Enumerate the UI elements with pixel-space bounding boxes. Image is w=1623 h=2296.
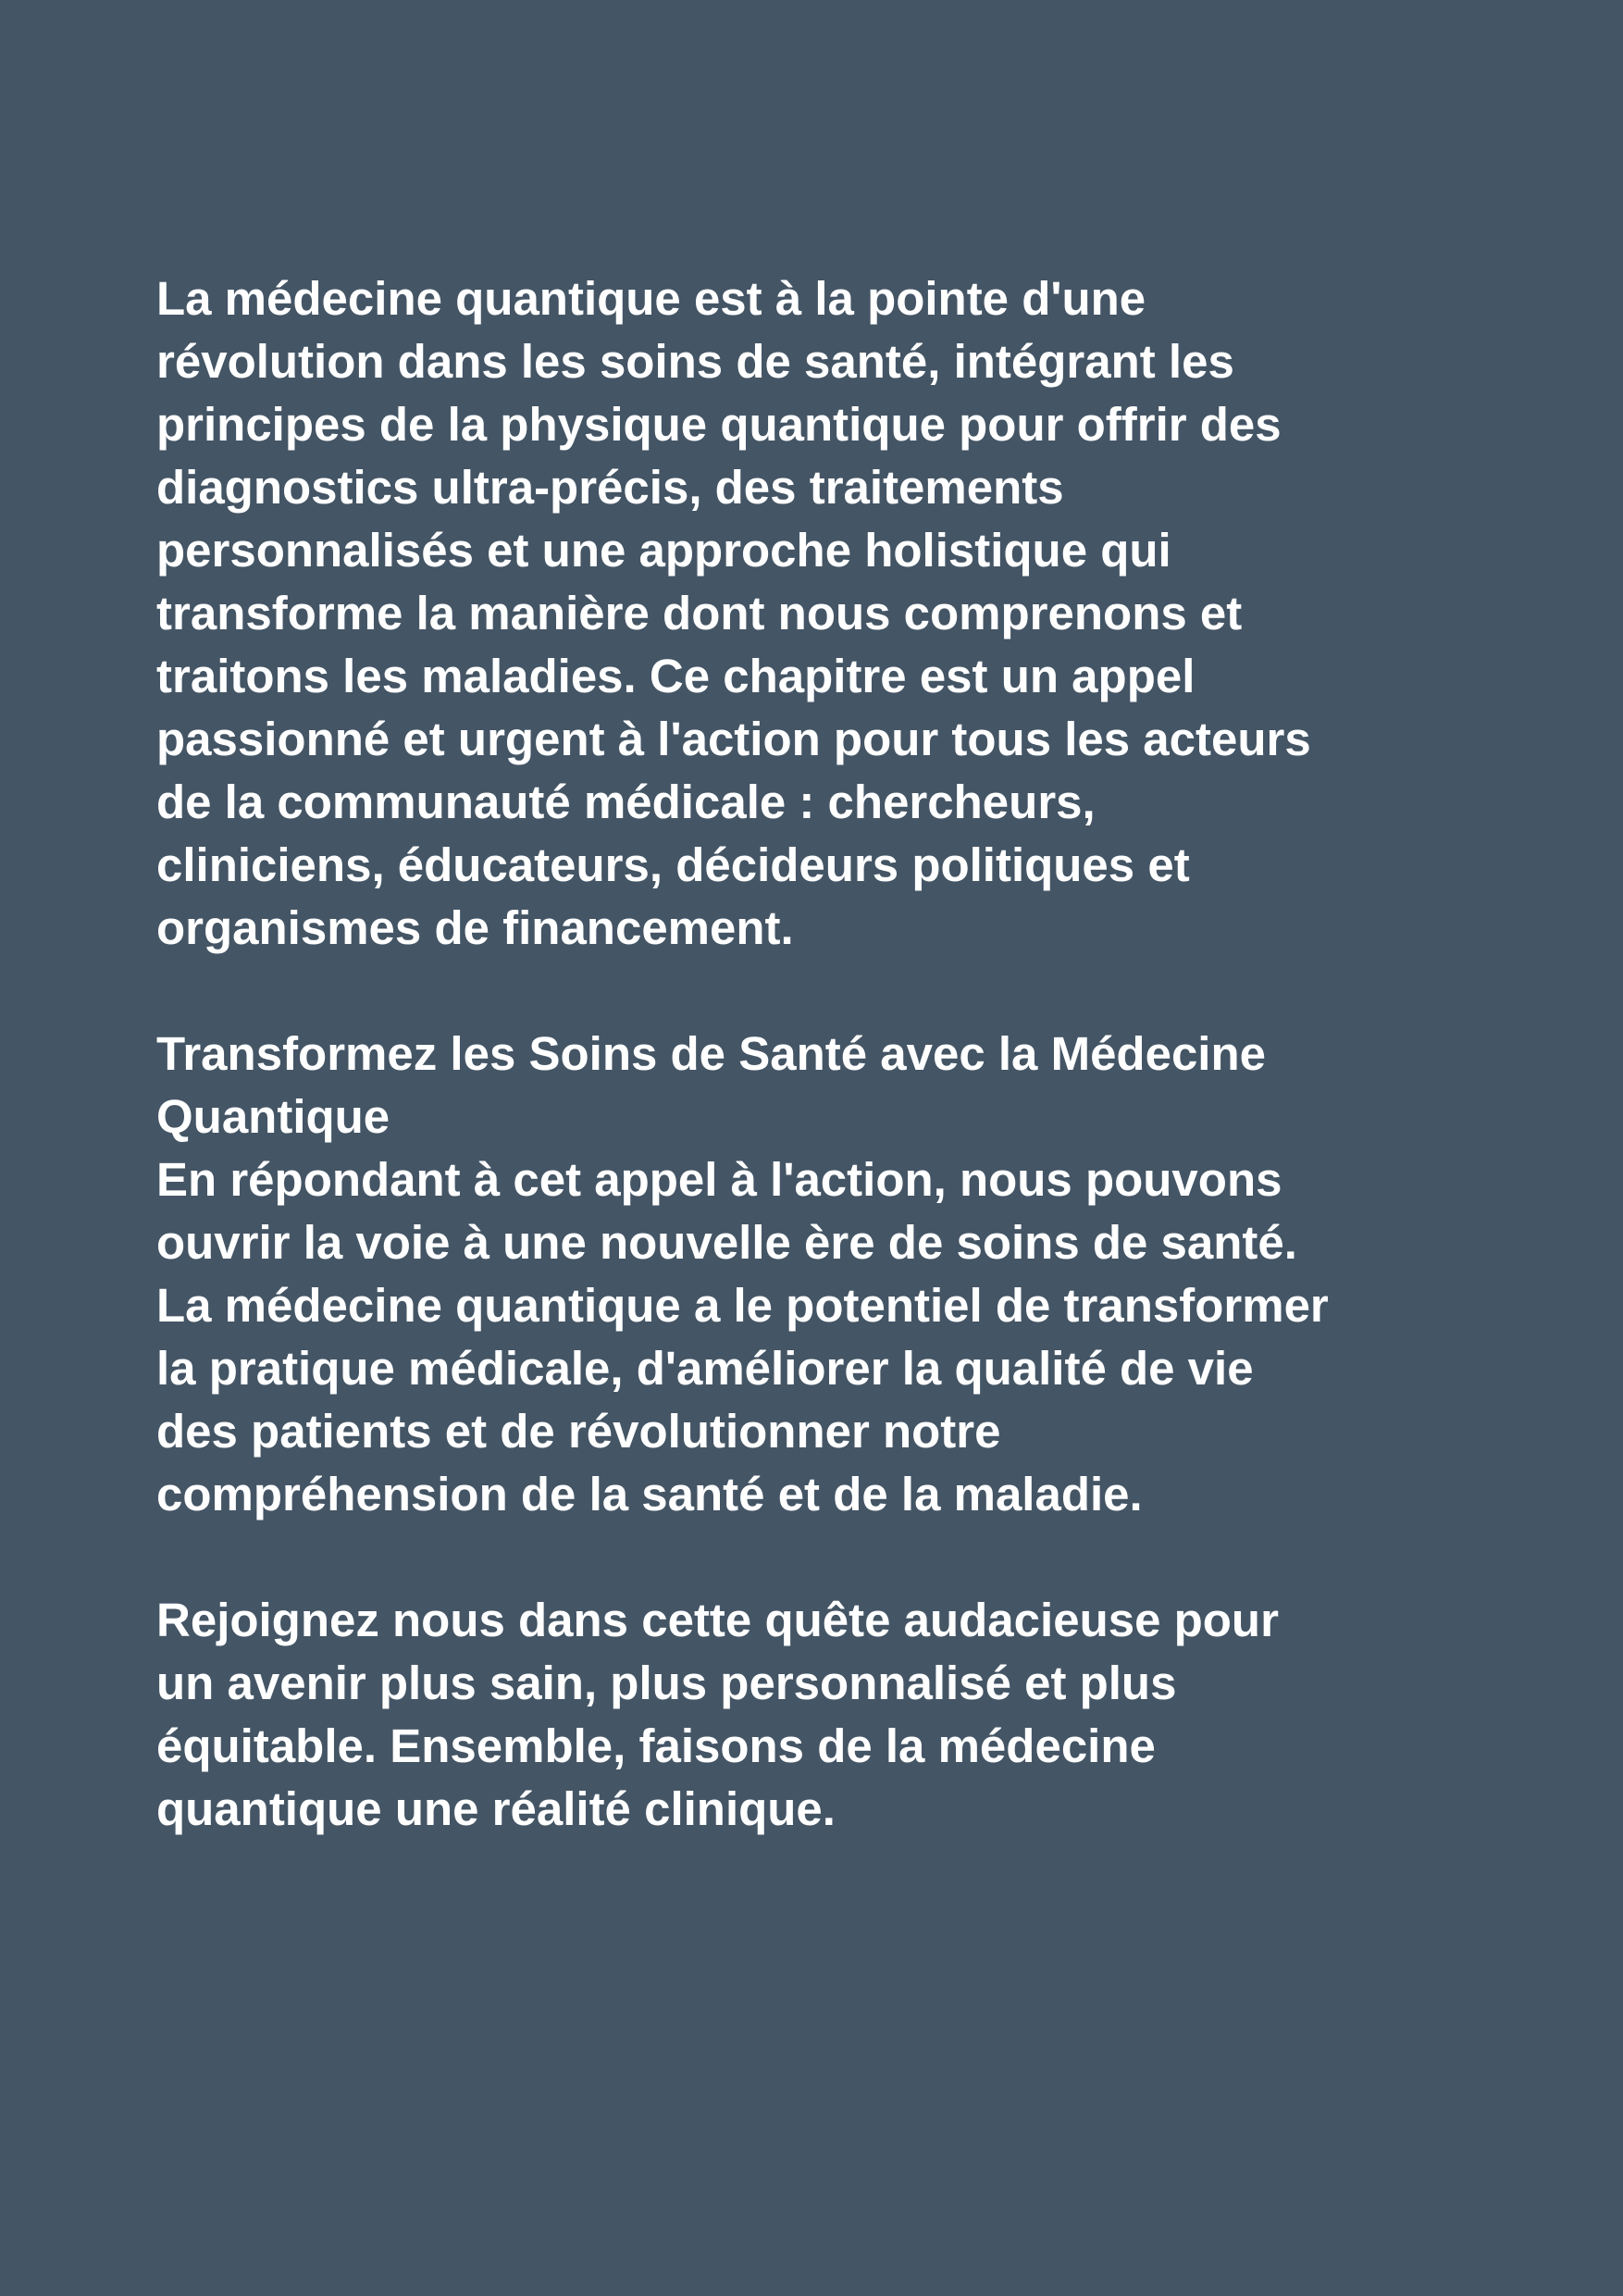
text-line: compréhension de la santé et de la maladie. (156, 1468, 1143, 1520)
text-line: révolution dans les soins de santé, intégrant les (156, 335, 1234, 388)
text-line: personnalisés et une approche holistique qui (156, 524, 1171, 577)
text-line: Rejoignez nous dans cette quête audacieuse pour (156, 1594, 1279, 1646)
text-line: organismes de financement. (156, 901, 794, 954)
section-heading-line: Transformez les Soins de Santé avec la Médecine (156, 1027, 1266, 1080)
text-line: principes de la physique quantique pour offrir des (156, 398, 1282, 451)
text-line: de la communauté médicale : chercheurs, (156, 776, 1096, 828)
text-line: traitons les maladies. Ce chapitre est un appel (156, 650, 1196, 702)
text-line: diagnostics ultra-précis, des traitements (156, 461, 1064, 514)
text-line: équitable. Ensemble, faisons de la médecine (156, 1719, 1156, 1772)
text-line: La médecine quantique est à la pointe d'une (156, 272, 1146, 325)
text-line: quantique une réalité clinique. (156, 1782, 836, 1835)
paragraph-intro (156, 267, 1489, 960)
body-text (156, 267, 1489, 1841)
paragraph-conclusion (156, 1589, 1489, 1841)
section-heading-line: Quantique (156, 1090, 390, 1143)
text-line: cliniciens, éducateurs, décideurs politiques et (156, 838, 1190, 891)
text-line: passionné et urgent à l'action pour tous les acteurs (156, 713, 1311, 765)
text-line: ouvrir la voie à une nouvelle ère de soins de santé. (156, 1216, 1297, 1269)
text-line: En répondant à cet appel à l'action, nous pouvons (156, 1153, 1282, 1206)
text-line: la pratique médicale, d'améliorer la qualité de vie (156, 1342, 1254, 1395)
text-line: transforme la manière dont nous comprenons et (156, 587, 1243, 639)
text-line: un avenir plus sain, plus personnalisé et plus (156, 1657, 1177, 1709)
paragraph-transform (156, 1023, 1489, 1526)
text-line: La médecine quantique a le potentiel de transformer (156, 1279, 1329, 1332)
text-line: des patients et de révolutionner notre (156, 1405, 1001, 1458)
